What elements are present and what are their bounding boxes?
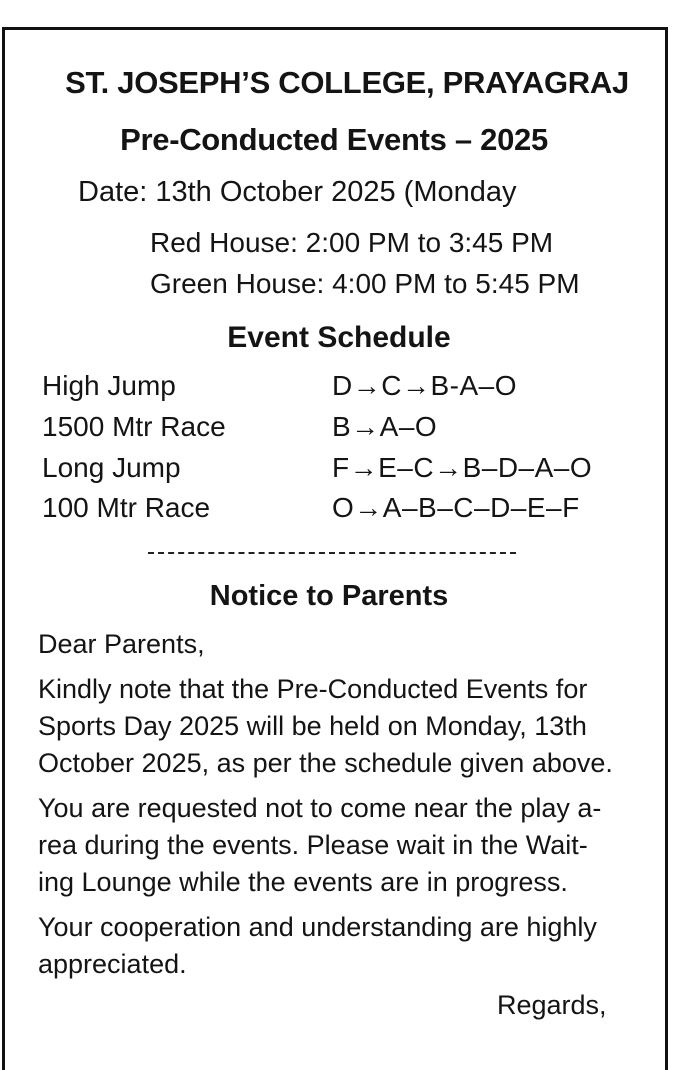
notice-line: You are requested not to come near the play a- (38, 793, 602, 823)
notice-line: Kindly note that the Pre-Conducted Events for (38, 674, 588, 704)
salutation: Dear Parents, (38, 629, 205, 659)
notice-line: October 2025, as per the schedule given above. (38, 748, 613, 778)
event-date: Date: 13th October 2025 (Monday (78, 176, 517, 208)
event-order: F→E–C→B–D–A–O (332, 452, 593, 483)
document-title: Pre-Conducted Events – 2025 (120, 122, 548, 157)
event-name: 100 Mtr Race (42, 492, 211, 523)
red-house-timing: Red House: 2:00 PM to 3:45 PM (150, 227, 554, 258)
notice-heading: Notice to Parents (209, 580, 449, 612)
event-name: 1500 Mtr Race (42, 411, 226, 442)
notice-line: appreciated. (38, 949, 187, 979)
notice-line: Your cooperation and understanding are highly (38, 912, 597, 942)
dashed-divider (148, 552, 516, 554)
notice-line: ing Lounge while the events are in progress. (38, 867, 568, 897)
event-order: B→A–O (332, 411, 438, 442)
closing-regards: Regards, (497, 990, 607, 1020)
event-order: D→C→B-A–O (332, 370, 517, 401)
event-name: High Jump (42, 370, 176, 401)
event-order: O→A–B–C–D–E–F (332, 492, 580, 523)
notice-line: Sports Day 2025 will be held on Monday, 13th (38, 711, 587, 741)
notice-line: rea during the events. Please wait in the Wait- (38, 830, 588, 860)
college-name: ST. JOSEPH’S COLLEGE, PRAYAGRAJ (65, 65, 629, 100)
green-house-timing: Green House: 4:00 PM to 5:45 PM (150, 268, 580, 299)
event-name: Long Jump (42, 452, 181, 483)
schedule-heading: Event Schedule (227, 321, 451, 354)
